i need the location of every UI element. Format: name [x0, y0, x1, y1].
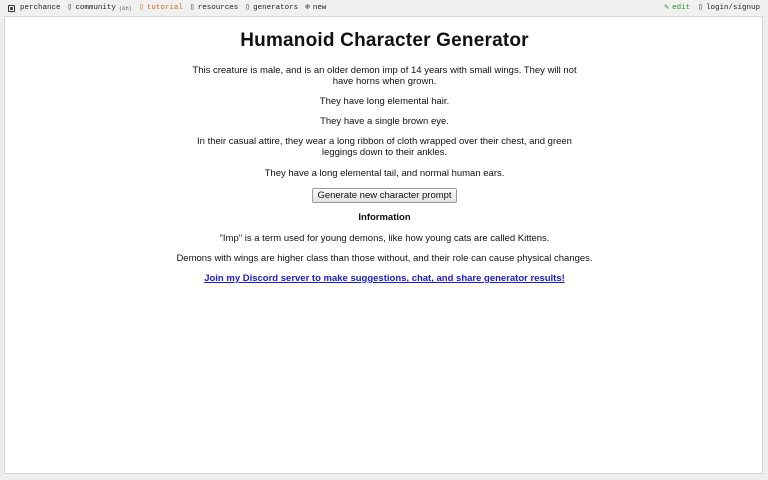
nav-community-link[interactable]	[68, 4, 133, 12]
book-icon: ▯	[139, 3, 144, 12]
chat-icon: ▯	[67, 3, 73, 12]
nav-new-link[interactable]	[305, 4, 326, 12]
nav-new-label: new	[312, 4, 327, 12]
nav-login-label: login/signup	[705, 4, 760, 12]
nav-community-label: community	[75, 4, 116, 12]
plus-circle-icon: ⊕	[305, 3, 310, 12]
generate-button[interactable]: Generate new character prompt	[312, 188, 457, 203]
nav-right	[664, 0, 760, 16]
nav-resources-link[interactable]	[190, 4, 238, 12]
nav-tutorial-link[interactable]	[139, 4, 183, 12]
nav-left	[8, 0, 333, 16]
character-tail: They have a long elemental tail, and normal human ears.	[264, 168, 505, 179]
nav-edit-link[interactable]	[664, 4, 690, 12]
nav-edit-label: edit	[672, 4, 691, 12]
nav-login-link[interactable]	[698, 4, 760, 12]
character-description: This creature is male, and is an older demon imp of 14 years with small wings. They will not have horns when grown.	[192, 65, 577, 87]
dice-icon	[8, 5, 15, 12]
nav-home-link[interactable]	[8, 4, 61, 12]
page-title: Humanoid Character Generator	[240, 30, 529, 51]
grid-icon: ▯	[245, 3, 251, 12]
info-imp: "Imp" is a term used for young demons, like how young cats are called Kittens.	[219, 233, 550, 244]
information-heading: Information	[358, 212, 411, 223]
community-badge: (6h)	[118, 4, 133, 12]
discord-link[interactable]: Join my Discord server to make suggestions, chat, and share generator results!	[204, 273, 565, 284]
character-attire: In their casual attire, they wear a long ribbon of cloth wrapped over their chest, and green leggings down to their ankles.	[197, 136, 572, 158]
character-hair: They have long elemental hair.	[319, 96, 450, 107]
box-icon: ▯	[189, 3, 195, 12]
nav-tutorial-label: tutorial	[146, 4, 183, 12]
nav-home-label: perchance	[20, 4, 61, 12]
generator-panel	[4, 16, 763, 474]
nav-generators-label: generators	[253, 4, 299, 12]
top-nav-bar	[0, 0, 768, 16]
nav-resources-label: resources	[197, 4, 239, 12]
pencil-icon: ✎	[664, 3, 670, 12]
info-wings: Demons with wings are higher class than those without, and their role can cause physical changes.	[176, 253, 593, 264]
nav-generators-link[interactable]	[245, 4, 298, 12]
user-icon: ▯	[698, 3, 703, 12]
character-eyes: They have a single brown eye.	[320, 116, 449, 127]
